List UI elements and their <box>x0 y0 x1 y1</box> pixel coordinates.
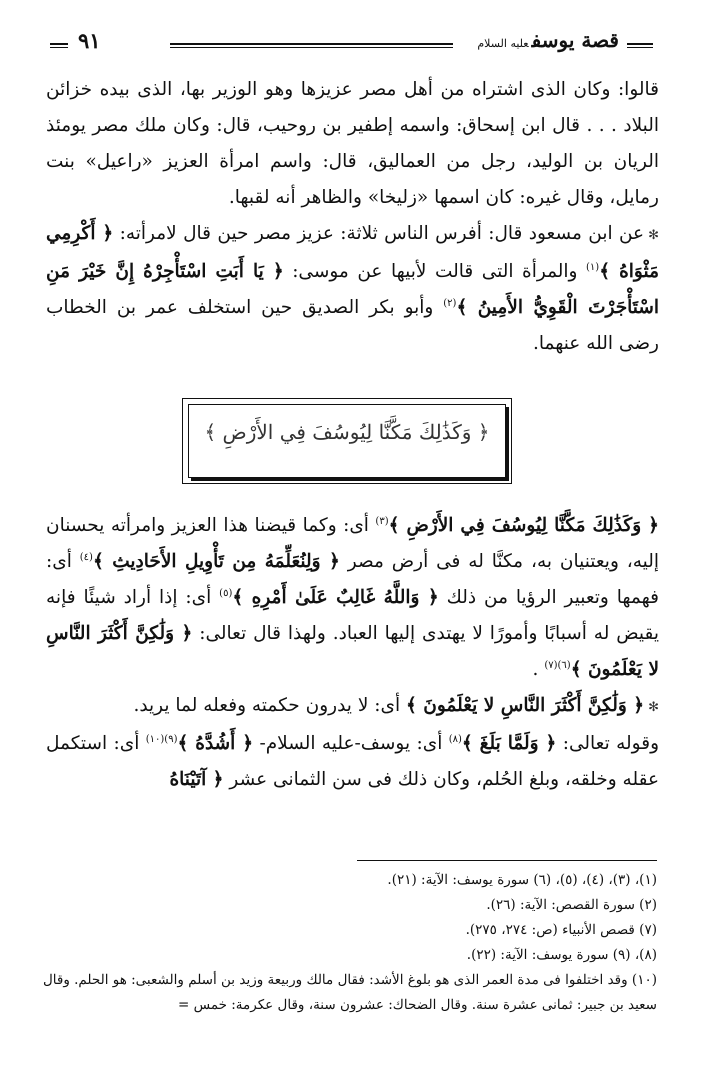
footnote-ref: (٤) <box>79 551 93 563</box>
header-rule-middle <box>170 43 453 48</box>
footnote-divider <box>357 860 657 861</box>
quran-quote: ﴿ يَا أَبَتِ اسْتَأْجِرْهُ إِنَّ خَيْرَ مَنِ اسْتَأْجَرْتَ الْقَوِيُّ الأَمِينُ ﴾ <box>46 261 659 318</box>
footnote-item: (٧) قصص الأنبياء (ص: ٢٧٤، ٢٧٥). <box>465 922 657 938</box>
header-rule-left <box>50 43 68 48</box>
paragraph-4: ✻﴿ وَلَٰكِنَّ أَكْثَرَ النَّاسِ لا يَعْلَمُونَ ﴾ أى: لا يدرون حكمته وفعله لما يريد. <box>133 695 659 716</box>
quran-quote: ﴿ وَلَٰكِنَّ أَكْثَرَ النَّاسِ لا يَعْلَمُونَ ﴾ <box>405 695 645 716</box>
bottom-text-block <box>46 508 659 798</box>
running-title <box>477 28 619 52</box>
quran-quote: ﴿ أَشُدَّهُ ﴾ <box>177 733 254 754</box>
honorific-mark: عليه السلام <box>477 37 529 50</box>
quran-quote: ﴿ وَكَذَٰلِكَ مَكَّنَّا لِيُوسُفَ فِي الأَرْضِ ﴾ <box>388 515 660 536</box>
footnote-item: (١)، (٣)، (٤)، (٥)، (٦) سورة يوسف: الآية: (٢١). <box>387 872 657 888</box>
quran-quote: ﴿ وَاللَّهُ غَالِبٌ عَلَىٰ أَمْرِهِ ﴾ <box>232 587 439 608</box>
quran-quote: ﴿ وَلِنُعَلِّمَهُ مِن تَأْوِيلِ الأَحَادِيثِ ﴾ <box>92 551 340 572</box>
footnotes <box>40 868 657 1018</box>
paragraph-5: وقوله تعالى: ﴿ وَلَمَّا بَلَغَ ﴾$^{(٨)}$ أى: يوسف-عليه السلام- ﴿ أَشُدَّهُ ﴾$^{(٩)(١٠)}$ أى: استكمل عقله وخلقه، وبلغ الحُلم، وكان ذلك فى سن الثمانى عشر ﴿ آتَيْنَاهُ <box>46 733 659 790</box>
quran-quote: ﴿ وَلَمَّا بَلَغَ ﴾ <box>461 733 557 754</box>
footnote-ref: (١) <box>586 261 600 273</box>
footnote-item: (٢) سورة القصص: الآية: (٢٦). <box>486 897 657 913</box>
section-heading-box <box>182 398 512 484</box>
paragraph-3: ﴿ وَكَذَٰلِكَ مَكَّنَّا لِيُوسُفَ فِي الأَرْضِ ﴾$^{(٣)}$ أى: وكما قيضنا هذا العزيز وامرأته يحسنان إليه، ويعتنيان به، مكنَّا له فى أرض مصر ﴿ وَلِنُعَلِّمَهُ مِن تَأْوِيلِ الأَحَادِيثِ ﴾$^{(٤)}$ أى: فهمها وتعبير الرؤيا من ذلك ﴿ وَاللَّهُ غَالِبٌ عَلَىٰ أَمْرِهِ ﴾$^{(٥)}$ أى: إذا أراد شيئًا فإنه يقيض له أسبابًا وأمورًا لا يهتدى إليها العباد. ولهذا قال تعالى: ﴿ وَلَٰكِنَّ أَكْثَرَ النَّاسِ لا يَعْلَمُونَ ﴾$^{(٦)(٧)}$ . <box>46 515 660 680</box>
footnote-ref: (٢) <box>443 297 457 309</box>
paragraph-1: قالوا: وكان الذى اشتراه من أهل مصر عزيزها وهو الوزير بها، الذى بيده خزائن البلاد . . . قال ابن إسحاق: واسمه إطفير بن روحيب، قال: وكان ملك مصر يومئذ الريان بن الوليد، رجل من العماليق، قال: واسم امرأة العزيز «راعيل» بنت رمايل، وقال غيره: كان اسمها «زليخا» والظاهر أنه لقبها. <box>46 79 659 208</box>
paragraph-star-icon: ✻ <box>648 700 659 715</box>
footnote-ref: (٦)(٧) <box>544 659 571 671</box>
top-text-block <box>46 72 659 362</box>
footnote-item: (٨)، (٩) سورة يوسف: الآية: (٢٢). <box>466 947 657 963</box>
paragraph-star-icon: ✻ <box>648 228 659 243</box>
paragraph-2: ✻عن ابن مسعود قال: أفرس الناس ثلاثة: عزيز مصر حين قال لامرأته: ﴿ أَكْرِمِي مَثْوَاهُ ﴾$^{(١)}$ والمرأة التى قالت لأبيها عن موسى: ﴿ يَا أَبَتِ اسْتَأْجِرْهُ إِنَّ خَيْرَ مَنِ اسْتَأْجَرْتَ الْقَوِيُّ الأَمِينُ ﴾$^{(٢)}$ وأبو بكر الصديق حين استخلف عمر بن الخطاب رضى الله عنهما. <box>46 223 659 354</box>
running-title-text: قصة يوسف <box>531 28 619 52</box>
page-header <box>50 28 653 64</box>
footnote-ref: (٣) <box>375 515 389 527</box>
footnote-item: (١٠) وقد اختلفوا فى مدة العمر الذى هو بلوغ الأشد: فقال مالك وربيعة وزيد بن أسلم والشعبى: هو الحلم. وقال سعيد بن جبير: ثمانى عشرة سنة. وقال الضحاك: عشرون سنة، وقال عكرمة: خمس = <box>42 972 657 1013</box>
footnote-ref: (٩)(١٠) <box>145 733 178 745</box>
footnote-ref: (٥) <box>219 587 233 599</box>
quran-quote: ﴿ آتَيْنَاهُ <box>169 769 224 790</box>
page-number: ٩١ <box>78 28 101 53</box>
quran-quote: ﴿ أَكْرِمِي مَثْوَاهُ ﴾ <box>46 223 659 282</box>
header-rule-right <box>627 43 653 48</box>
section-heading: ﴿ وَكَذَٰلِكَ مَكَّنَّا لِيُوسُفَ فِي الأَرْضِ ﴾ <box>204 420 490 444</box>
quran-quote: ﴿ وَلَٰكِنَّ أَكْثَرَ النَّاسِ لا يَعْلَمُونَ ﴾ <box>46 623 659 680</box>
footnote-ref: (٨) <box>448 733 462 745</box>
